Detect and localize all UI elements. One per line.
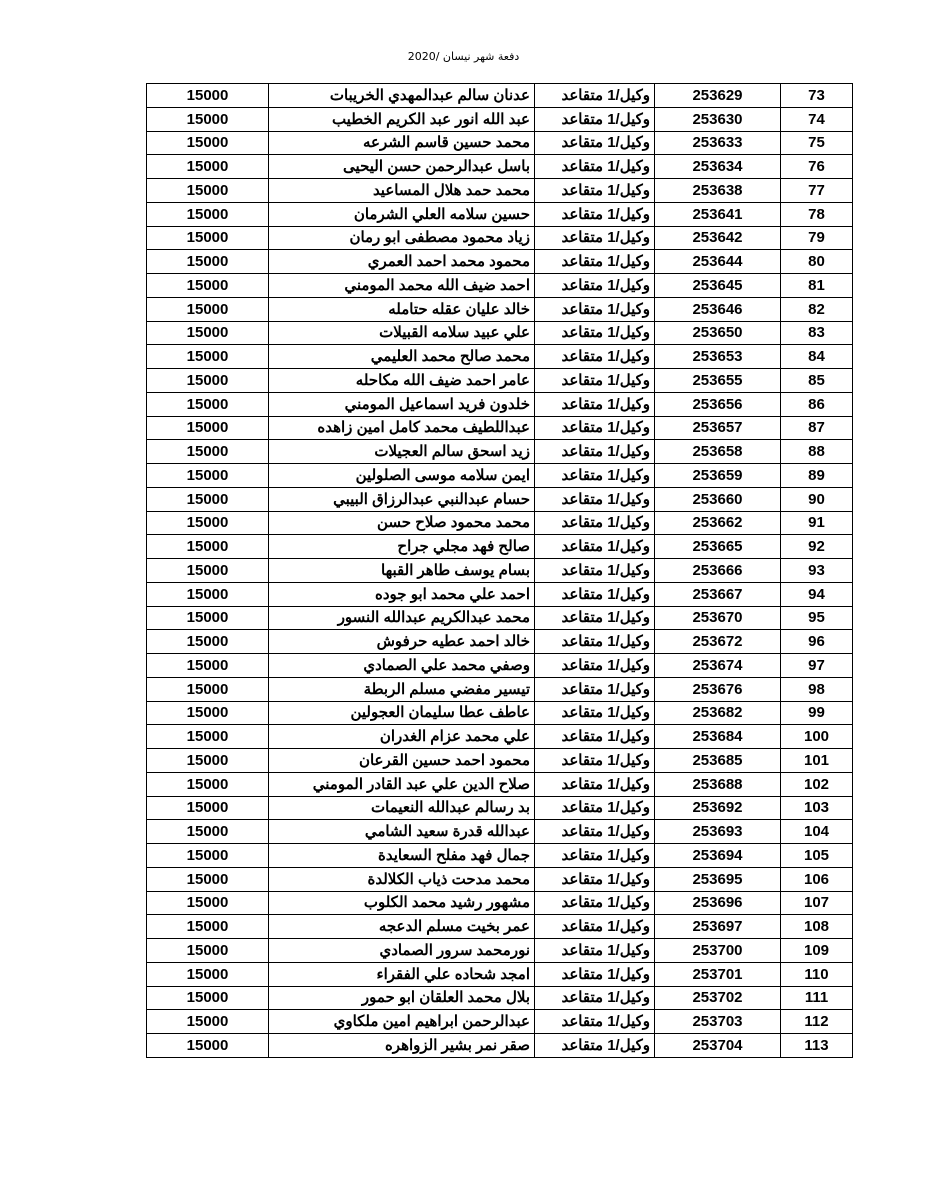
- role-cell: وكيل/1 متقاعد: [535, 630, 655, 654]
- role-cell: وكيل/1 متقاعد: [535, 535, 655, 559]
- table-row: [147, 939, 853, 963]
- name-cell: عبدالله قدرة سعيد الشامي: [269, 820, 535, 844]
- table-row: [147, 677, 853, 701]
- amount-cell: 15000: [147, 416, 269, 440]
- id-cell: 253630: [655, 107, 781, 131]
- table-row: [147, 962, 853, 986]
- id-cell: 253700: [655, 939, 781, 963]
- table-row: [147, 796, 853, 820]
- amount-cell: 15000: [147, 915, 269, 939]
- id-cell: 253685: [655, 749, 781, 773]
- amount-cell: 15000: [147, 725, 269, 749]
- table-row: [147, 986, 853, 1010]
- name-cell: صقر نمر بشير الزواهره: [269, 1034, 535, 1058]
- role-cell: وكيل/1 متقاعد: [535, 820, 655, 844]
- id-cell: 253665: [655, 535, 781, 559]
- role-cell: وكيل/1 متقاعد: [535, 131, 655, 155]
- amount-cell: 15000: [147, 677, 269, 701]
- role-cell: وكيل/1 متقاعد: [535, 369, 655, 393]
- name-cell: حسام عبدالنبي عبدالرزاق البيبي: [269, 487, 535, 511]
- table-row: [147, 559, 853, 583]
- role-cell: وكيل/1 متقاعد: [535, 84, 655, 108]
- name-cell: تيسير مفضي مسلم الربطة: [269, 677, 535, 701]
- role-cell: وكيل/1 متقاعد: [535, 749, 655, 773]
- table-row: [147, 321, 853, 345]
- amount-cell: 15000: [147, 772, 269, 796]
- amount-cell: 15000: [147, 535, 269, 559]
- role-cell: وكيل/1 متقاعد: [535, 559, 655, 583]
- amount-cell: 15000: [147, 440, 269, 464]
- name-cell: محمد مدحت ذياب الكلالدة: [269, 867, 535, 891]
- role-cell: وكيل/1 متقاعد: [535, 345, 655, 369]
- role-cell: وكيل/1 متقاعد: [535, 582, 655, 606]
- row-number-cell: 80: [781, 250, 853, 274]
- row-number-cell: 82: [781, 297, 853, 321]
- id-cell: 253662: [655, 511, 781, 535]
- row-number-cell: 99: [781, 701, 853, 725]
- name-cell: خالد عليان عقله حتامله: [269, 297, 535, 321]
- role-cell: وكيل/1 متقاعد: [535, 155, 655, 179]
- role-cell: وكيل/1 متقاعد: [535, 867, 655, 891]
- amount-cell: 15000: [147, 369, 269, 393]
- id-cell: 253656: [655, 392, 781, 416]
- name-cell: محمد عبدالكريم عبدالله النسور: [269, 606, 535, 630]
- role-cell: وكيل/1 متقاعد: [535, 915, 655, 939]
- row-number-cell: 108: [781, 915, 853, 939]
- name-cell: نورمحمد سرور الصمادي: [269, 939, 535, 963]
- name-cell: ايمن سلامه موسى الصلولين: [269, 464, 535, 488]
- name-cell: عاطف عطا سليمان العجولين: [269, 701, 535, 725]
- row-number-cell: 97: [781, 654, 853, 678]
- role-cell: وكيل/1 متقاعد: [535, 701, 655, 725]
- row-number-cell: 95: [781, 606, 853, 630]
- table-row: [147, 250, 853, 274]
- role-cell: وكيل/1 متقاعد: [535, 796, 655, 820]
- row-number-cell: 86: [781, 392, 853, 416]
- amount-cell: 15000: [147, 250, 269, 274]
- row-number-cell: 100: [781, 725, 853, 749]
- id-cell: 253696: [655, 891, 781, 915]
- amount-cell: 15000: [147, 321, 269, 345]
- table-row: [147, 84, 853, 108]
- role-cell: وكيل/1 متقاعد: [535, 464, 655, 488]
- id-cell: 253667: [655, 582, 781, 606]
- table-row: [147, 487, 853, 511]
- name-cell: محمد صالح محمد العليمي: [269, 345, 535, 369]
- role-cell: وكيل/1 متقاعد: [535, 962, 655, 986]
- table-row: [147, 606, 853, 630]
- id-cell: 253674: [655, 654, 781, 678]
- row-number-cell: 109: [781, 939, 853, 963]
- name-cell: احمد ضيف الله محمد المومني: [269, 274, 535, 298]
- row-number-cell: 90: [781, 487, 853, 511]
- id-cell: 253653: [655, 345, 781, 369]
- role-cell: وكيل/1 متقاعد: [535, 179, 655, 203]
- role-cell: وكيل/1 متقاعد: [535, 772, 655, 796]
- row-number-cell: 88: [781, 440, 853, 464]
- table-row: [147, 749, 853, 773]
- row-number-cell: 101: [781, 749, 853, 773]
- name-cell: صلاح الدين علي عبد القادر المومني: [269, 772, 535, 796]
- roster-table: [146, 83, 853, 1058]
- row-number-cell: 79: [781, 226, 853, 250]
- name-cell: بسام يوسف طاهر القبها: [269, 559, 535, 583]
- id-cell: 253655: [655, 369, 781, 393]
- row-number-cell: 91: [781, 511, 853, 535]
- table-row: [147, 274, 853, 298]
- table-row: [147, 654, 853, 678]
- name-cell: علي عبيد سلامه القبيلات: [269, 321, 535, 345]
- name-cell: عمر بخيت مسلم الدعجه: [269, 915, 535, 939]
- id-cell: 253646: [655, 297, 781, 321]
- table-row: [147, 155, 853, 179]
- name-cell: علي محمد عزام الغدران: [269, 725, 535, 749]
- table-row: [147, 867, 853, 891]
- table-row: [147, 820, 853, 844]
- id-cell: 253684: [655, 725, 781, 749]
- table-row: [147, 107, 853, 131]
- amount-cell: 15000: [147, 630, 269, 654]
- row-number-cell: 81: [781, 274, 853, 298]
- name-cell: بلال محمد العلقان ابو حمور: [269, 986, 535, 1010]
- row-number-cell: 75: [781, 131, 853, 155]
- row-number-cell: 112: [781, 1010, 853, 1034]
- name-cell: خالد احمد عطيه حرفوش: [269, 630, 535, 654]
- role-cell: وكيل/1 متقاعد: [535, 274, 655, 298]
- name-cell: صالح فهد مجلي جراح: [269, 535, 535, 559]
- row-number-cell: 92: [781, 535, 853, 559]
- role-cell: وكيل/1 متقاعد: [535, 677, 655, 701]
- id-cell: 253688: [655, 772, 781, 796]
- table-row: [147, 915, 853, 939]
- table-row: [147, 1034, 853, 1058]
- id-cell: 253638: [655, 179, 781, 203]
- amount-cell: 15000: [147, 345, 269, 369]
- table-row: [147, 226, 853, 250]
- table-row: [147, 582, 853, 606]
- role-cell: وكيل/1 متقاعد: [535, 939, 655, 963]
- name-cell: امجد شحاده علي الفقراء: [269, 962, 535, 986]
- amount-cell: 15000: [147, 844, 269, 868]
- id-cell: 253666: [655, 559, 781, 583]
- table-row: [147, 345, 853, 369]
- id-cell: 253701: [655, 962, 781, 986]
- role-cell: وكيل/1 متقاعد: [535, 107, 655, 131]
- amount-cell: 15000: [147, 606, 269, 630]
- row-number-cell: 94: [781, 582, 853, 606]
- row-number-cell: 104: [781, 820, 853, 844]
- amount-cell: 15000: [147, 986, 269, 1010]
- name-cell: مشهور رشيد محمد الكلوب: [269, 891, 535, 915]
- name-cell: احمد علي محمد ابو جوده: [269, 582, 535, 606]
- name-cell: عبد الله انور عبد الكريم الخطيب: [269, 107, 535, 131]
- row-number-cell: 87: [781, 416, 853, 440]
- id-cell: 253659: [655, 464, 781, 488]
- name-cell: باسل عبدالرحمن حسن اليحيى: [269, 155, 535, 179]
- amount-cell: 15000: [147, 131, 269, 155]
- amount-cell: 15000: [147, 297, 269, 321]
- id-cell: 253692: [655, 796, 781, 820]
- amount-cell: 15000: [147, 84, 269, 108]
- role-cell: وكيل/1 متقاعد: [535, 250, 655, 274]
- id-cell: 253695: [655, 867, 781, 891]
- amount-cell: 15000: [147, 891, 269, 915]
- role-cell: وكيل/1 متقاعد: [535, 440, 655, 464]
- amount-cell: 15000: [147, 107, 269, 131]
- table-row: [147, 1010, 853, 1034]
- table-row: [147, 297, 853, 321]
- row-number-cell: 78: [781, 202, 853, 226]
- amount-cell: 15000: [147, 487, 269, 511]
- table-row: [147, 392, 853, 416]
- role-cell: وكيل/1 متقاعد: [535, 321, 655, 345]
- id-cell: 253682: [655, 701, 781, 725]
- table-row: [147, 511, 853, 535]
- row-number-cell: 77: [781, 179, 853, 203]
- name-cell: جمال فهد مفلح السعايدة: [269, 844, 535, 868]
- name-cell: بد رسالم عبدالله النعيمات: [269, 796, 535, 820]
- id-cell: 253644: [655, 250, 781, 274]
- role-cell: وكيل/1 متقاعد: [535, 487, 655, 511]
- amount-cell: 15000: [147, 867, 269, 891]
- amount-cell: 15000: [147, 464, 269, 488]
- name-cell: عبداللطيف محمد كامل امين زاهده: [269, 416, 535, 440]
- name-cell: عبدالرحمن ابراهيم امين ملكاوي: [269, 1010, 535, 1034]
- row-number-cell: 84: [781, 345, 853, 369]
- id-cell: 253658: [655, 440, 781, 464]
- table-row: [147, 891, 853, 915]
- name-cell: محمد حسين قاسم الشرعه: [269, 131, 535, 155]
- row-number-cell: 98: [781, 677, 853, 701]
- row-number-cell: 106: [781, 867, 853, 891]
- role-cell: وكيل/1 متقاعد: [535, 654, 655, 678]
- name-cell: وصفي محمد علي الصمادي: [269, 654, 535, 678]
- amount-cell: 15000: [147, 582, 269, 606]
- row-number-cell: 103: [781, 796, 853, 820]
- role-cell: وكيل/1 متقاعد: [535, 606, 655, 630]
- id-cell: 253650: [655, 321, 781, 345]
- amount-cell: 15000: [147, 179, 269, 203]
- row-number-cell: 89: [781, 464, 853, 488]
- id-cell: 253634: [655, 155, 781, 179]
- amount-cell: 15000: [147, 939, 269, 963]
- table-row: [147, 464, 853, 488]
- row-number-cell: 93: [781, 559, 853, 583]
- row-number-cell: 110: [781, 962, 853, 986]
- row-number-cell: 74: [781, 107, 853, 131]
- row-number-cell: 96: [781, 630, 853, 654]
- amount-cell: 15000: [147, 274, 269, 298]
- amount-cell: 15000: [147, 749, 269, 773]
- name-cell: عامر احمد ضيف الله مكاحله: [269, 369, 535, 393]
- id-cell: 253642: [655, 226, 781, 250]
- role-cell: وكيل/1 متقاعد: [535, 1034, 655, 1058]
- table-row: [147, 202, 853, 226]
- role-cell: وكيل/1 متقاعد: [535, 392, 655, 416]
- id-cell: 253702: [655, 986, 781, 1010]
- role-cell: وكيل/1 متقاعد: [535, 725, 655, 749]
- amount-cell: 15000: [147, 511, 269, 535]
- role-cell: وكيل/1 متقاعد: [535, 511, 655, 535]
- amount-cell: 15000: [147, 701, 269, 725]
- row-number-cell: 107: [781, 891, 853, 915]
- table-row: [147, 369, 853, 393]
- table-row: [147, 772, 853, 796]
- name-cell: محمد حمد هلال المساعيد: [269, 179, 535, 203]
- id-cell: 253672: [655, 630, 781, 654]
- amount-cell: 15000: [147, 559, 269, 583]
- role-cell: وكيل/1 متقاعد: [535, 986, 655, 1010]
- amount-cell: 15000: [147, 1034, 269, 1058]
- name-cell: حسين سلامه العلي الشرمان: [269, 202, 535, 226]
- name-cell: زياد محمود مصطفى ابو رمان: [269, 226, 535, 250]
- name-cell: محمود محمد احمد العمري: [269, 250, 535, 274]
- id-cell: 253660: [655, 487, 781, 511]
- name-cell: محمود احمد حسين القرعان: [269, 749, 535, 773]
- id-cell: 253657: [655, 416, 781, 440]
- row-number-cell: 85: [781, 369, 853, 393]
- amount-cell: 15000: [147, 796, 269, 820]
- table-row: [147, 725, 853, 749]
- table-row: [147, 535, 853, 559]
- row-number-cell: 105: [781, 844, 853, 868]
- page-title: دفعة شهر نيسان /2020: [407, 50, 520, 63]
- id-cell: 253645: [655, 274, 781, 298]
- role-cell: وكيل/1 متقاعد: [535, 844, 655, 868]
- roster-table-body: [147, 84, 853, 1058]
- row-number-cell: 83: [781, 321, 853, 345]
- name-cell: عدنان سالم عبدالمهدي الخريبات: [269, 84, 535, 108]
- table-row: [147, 701, 853, 725]
- row-number-cell: 73: [781, 84, 853, 108]
- id-cell: 253693: [655, 820, 781, 844]
- table-row: [147, 440, 853, 464]
- row-number-cell: 76: [781, 155, 853, 179]
- id-cell: 253694: [655, 844, 781, 868]
- amount-cell: 15000: [147, 226, 269, 250]
- amount-cell: 15000: [147, 155, 269, 179]
- row-number-cell: 111: [781, 986, 853, 1010]
- role-cell: وكيل/1 متقاعد: [535, 202, 655, 226]
- id-cell: 253633: [655, 131, 781, 155]
- id-cell: 253629: [655, 84, 781, 108]
- table-row: [147, 131, 853, 155]
- amount-cell: 15000: [147, 1010, 269, 1034]
- name-cell: محمد محمود صلاح حسن: [269, 511, 535, 535]
- table-row: [147, 416, 853, 440]
- id-cell: 253704: [655, 1034, 781, 1058]
- amount-cell: 15000: [147, 820, 269, 844]
- id-cell: 253703: [655, 1010, 781, 1034]
- name-cell: زيد اسحق سالم العجيلات: [269, 440, 535, 464]
- table-row: [147, 844, 853, 868]
- table-row: [147, 179, 853, 203]
- role-cell: وكيل/1 متقاعد: [535, 297, 655, 321]
- amount-cell: 15000: [147, 392, 269, 416]
- table-row: [147, 630, 853, 654]
- role-cell: وكيل/1 متقاعد: [535, 226, 655, 250]
- id-cell: 253641: [655, 202, 781, 226]
- row-number-cell: 113: [781, 1034, 853, 1058]
- name-cell: خلدون فريد اسماعيل المومني: [269, 392, 535, 416]
- id-cell: 253697: [655, 915, 781, 939]
- amount-cell: 15000: [147, 962, 269, 986]
- amount-cell: 15000: [147, 202, 269, 226]
- role-cell: وكيل/1 متقاعد: [535, 416, 655, 440]
- row-number-cell: 102: [781, 772, 853, 796]
- role-cell: وكيل/1 متقاعد: [535, 1010, 655, 1034]
- id-cell: 253670: [655, 606, 781, 630]
- id-cell: 253676: [655, 677, 781, 701]
- role-cell: وكيل/1 متقاعد: [535, 891, 655, 915]
- amount-cell: 15000: [147, 654, 269, 678]
